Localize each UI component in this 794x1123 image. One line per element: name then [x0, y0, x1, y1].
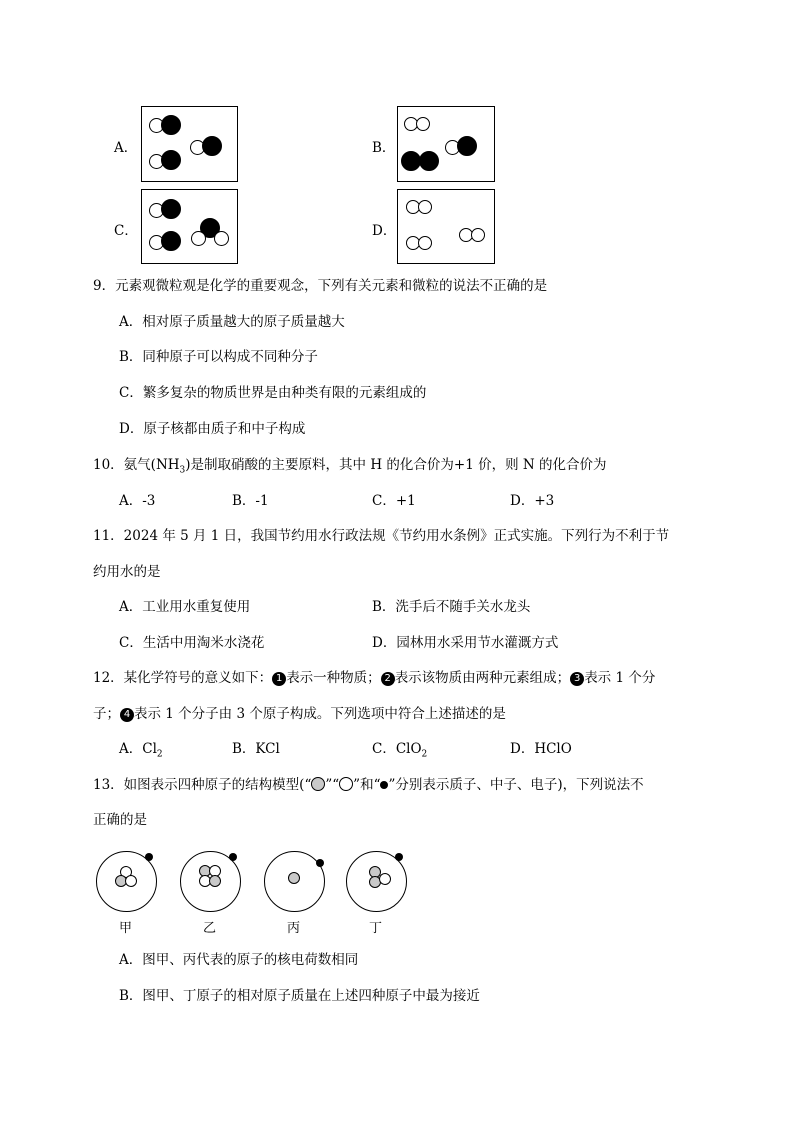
- q12-option-a: [119, 739, 163, 765]
- q10-option-a: A．-3: [119, 493, 156, 509]
- q12-meaning-3: 表示 1 个分: [584, 670, 656, 686]
- q9-option-a: A．相对原子质量越大的原子质量越大: [119, 314, 345, 330]
- q12-option-b: B．KCl: [232, 741, 280, 757]
- proton: [209, 875, 221, 887]
- atom-label-ding: 丁: [369, 921, 383, 936]
- neutron-icon: [339, 777, 353, 791]
- electron: [395, 853, 403, 861]
- q12-stem-line1: [93, 668, 655, 688]
- q13-stem-line2: 正确的是: [93, 812, 147, 828]
- q12-option-d: D．HClO: [510, 741, 572, 757]
- q9-option-c: C．繁多复杂的物质世界是由种类有限的元素组成的: [119, 385, 427, 401]
- white-atom: [418, 200, 432, 214]
- q12-line2-start: 子；: [93, 706, 120, 722]
- white-atom: [416, 117, 430, 131]
- q9-option-d: D．原子核都由质子和中子构成: [119, 421, 306, 437]
- black-atom: [457, 136, 477, 156]
- q11-option-b: B．洗手后不随手关水龙头: [372, 599, 531, 615]
- black-atom: [161, 231, 181, 251]
- black-atom: [419, 151, 439, 171]
- black-atom: [161, 115, 181, 135]
- q12-option-a-sub: 2: [156, 749, 163, 760]
- q12-option-c-text: C．ClO: [372, 741, 422, 757]
- q13-stem-line1: [93, 775, 644, 795]
- q9-option-b: B．同种原子可以构成不同种分子: [119, 349, 318, 365]
- q11-stem-line2: 约用水的是: [93, 564, 161, 580]
- q13-stem-part-c: ”和“: [353, 777, 381, 793]
- q11-option-c: C．生活中用淘米水浇花: [119, 635, 265, 651]
- q10-stem: [93, 455, 606, 481]
- circled-number-3: 3: [570, 672, 584, 686]
- q9-stem: 9．元素观微粒观是化学的重要观念，下列有关元素和微粒的说法不正确的是: [93, 278, 548, 294]
- black-atom: [161, 150, 181, 170]
- atom-label-jia: 甲: [119, 921, 133, 936]
- molecule-box-d: [397, 189, 495, 264]
- white-atom: [191, 231, 206, 246]
- q12-option-a-text: A．Cl: [119, 741, 157, 757]
- black-atom: [161, 199, 181, 219]
- circled-number-1: 1: [272, 672, 286, 686]
- q12-meaning-1: 表示一种物质；: [286, 670, 381, 686]
- white-atom: [214, 231, 229, 246]
- white-atom: [418, 236, 432, 250]
- q13-stem-part-d: ”分别表示质子、中子、电子)，下列说法不: [388, 777, 644, 793]
- q10-option-c: C．+1: [372, 493, 416, 509]
- circled-number-2: 2: [381, 672, 395, 686]
- atom-label-yi: 乙: [203, 921, 217, 936]
- q10-stem-pre: 10．氨气(NH: [93, 457, 180, 473]
- q10-option-b: B．-1: [232, 493, 269, 509]
- q12-option-c-sub: 2: [421, 749, 428, 760]
- option-d-label: D．: [372, 223, 397, 239]
- proton-icon: [311, 777, 325, 791]
- q12-meaning-4: 表示 1 个分子由 3 个原子构成。下列选项中符合上述描述的是: [134, 706, 506, 722]
- q10-option-d: D．+3: [510, 493, 555, 509]
- molecule-box-b: [397, 106, 495, 182]
- white-atom: [471, 228, 485, 242]
- q12-stem-line2: [93, 704, 506, 724]
- q13-stem-part-a: 13．如图表示四种原子的结构模型(“: [93, 777, 312, 793]
- neutron: [379, 873, 391, 885]
- q11-option-d: D．园林用水采用节水灌溉方式: [372, 635, 559, 651]
- atom-label-bing: 丙: [287, 921, 301, 936]
- black-atom: [401, 151, 421, 171]
- q11-stem-line1: 11．2024 年 5 月 1 日，我国节约用水行政法规《节约用水条例》正式实施。下列行为不利于节: [93, 528, 670, 544]
- q10-stem-sub: 3: [179, 465, 186, 476]
- q13-option-a: A．图甲、丙代表的原子的核电荷数相同: [119, 952, 359, 968]
- electron: [316, 859, 324, 867]
- circled-number-4: 4: [120, 708, 134, 722]
- molecule-box-a: [141, 106, 238, 182]
- electron: [145, 853, 153, 861]
- q12-meaning-2: 表示该物质由两种元素组成；: [394, 670, 571, 686]
- q13-stem-part-b: ”“: [325, 777, 340, 793]
- proton: [288, 872, 300, 884]
- q10-stem-post: )是制取硝酸的主要原料，其中 H 的化合价为+1 价，则 N 的化合价为: [185, 457, 607, 473]
- electron: [229, 853, 237, 861]
- option-a-label: A．: [114, 140, 138, 156]
- q12-intro: 12．某化学符号的意义如下：: [93, 670, 273, 686]
- q12-option-c: [372, 739, 427, 765]
- option-b-label: B．: [372, 140, 396, 156]
- molecule-box-c: [141, 189, 238, 264]
- neutron: [125, 875, 137, 887]
- black-atom: [202, 136, 222, 156]
- q11-option-a: A．工业用水重复使用: [119, 599, 251, 615]
- q13-option-b: B．图甲、丁原子的相对原子质量在上述四种原子中最为接近: [119, 988, 480, 1004]
- option-c-label: C．: [114, 223, 138, 239]
